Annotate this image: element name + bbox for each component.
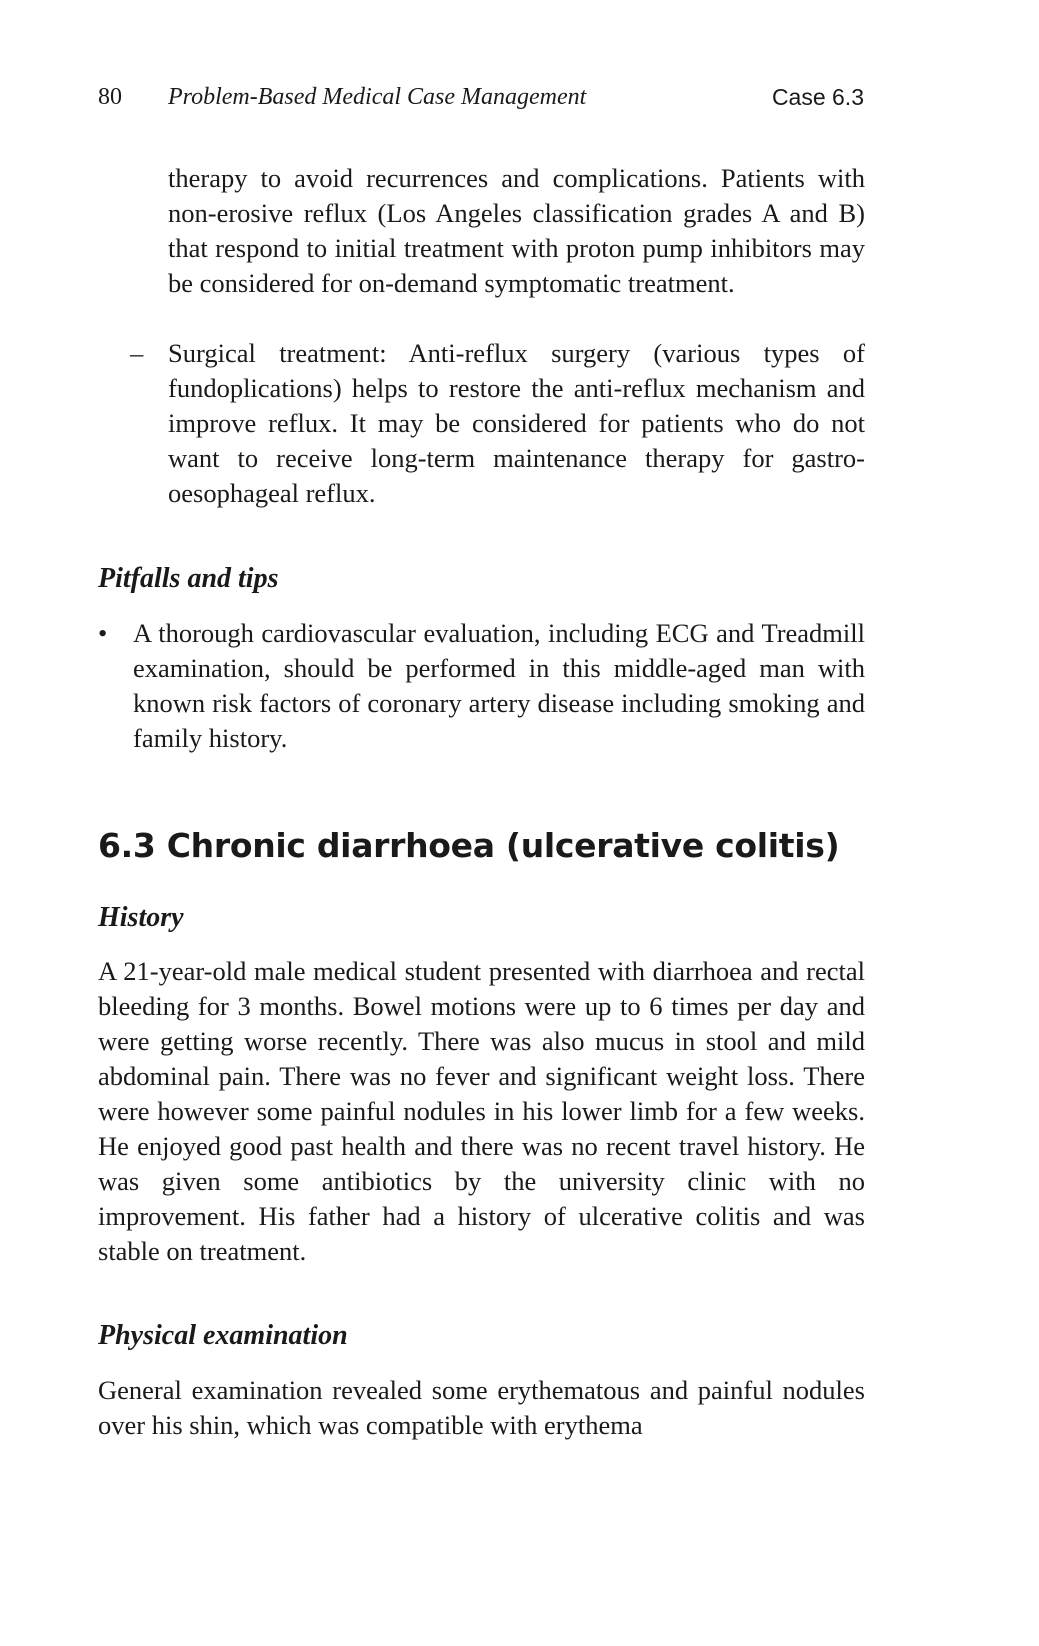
- physical-examination-heading: Physical examination: [98, 1320, 348, 1351]
- history-paragraph: A 21-year-old male medical student presented with diarrhoea and rectal bleeding for 3 months. Bowel motions were up to 6 times per day and were getting worse recently. There was also mucus in stool and mild abdominal pain. There was no fever and significant weight loss. There were however some painful nodules in his lower limb for a few weeks. He enjoyed good past health and there was no recent travel history. He was given some antibiotics by the university clinic with no improvement. His father had a history of ulcerative colitis and was stable on treatment.: [98, 956, 865, 1266]
- section-title: 6.3 Chronic diarrhoea (ulcerative colitis): [98, 826, 840, 865]
- surgical-treatment-item: [130, 336, 865, 511]
- book-title: Problem-Based Medical Case Management: [168, 84, 587, 110]
- surgical-treatment-text: Surgical treatment: Anti-reflux surgery (various types of fundoplications) helps to restore the anti-reflux mechanism and improve reflux. It may be considered for patients who do not want to receive long-term maintenance therapy for gastro-oesophageal reflux.: [168, 338, 865, 508]
- treatment-continuation-paragraph: therapy to avoid recurrences and complications. Patients with non-erosive reflux (Los Angeles classification grades A and B) that respond to initial treatment with proton pump inhibitors may be considered for on-demand symptomatic treatment.: [168, 163, 865, 298]
- pitfalls-bullet-text: A thorough cardiovascular evaluation, including ECG and Treadmill examination, should be performed in this middle-aged man with known risk factors of coronary artery disease including smoking and family history.: [133, 618, 865, 753]
- dash-marker: –: [130, 338, 144, 368]
- pitfalls-heading: Pitfalls and tips: [98, 563, 279, 594]
- pitfalls-bullet-item: [98, 616, 865, 756]
- running-header: [98, 84, 864, 118]
- physical-examination-paragraph: General examination revealed some erythematous and painful nodules over his shin, which was compatible with erythema: [98, 1375, 865, 1440]
- case-label: Case 6.3: [771, 84, 864, 110]
- page-number: 80: [98, 84, 122, 110]
- bullet-marker: •: [98, 618, 108, 648]
- history-heading: History: [98, 902, 184, 933]
